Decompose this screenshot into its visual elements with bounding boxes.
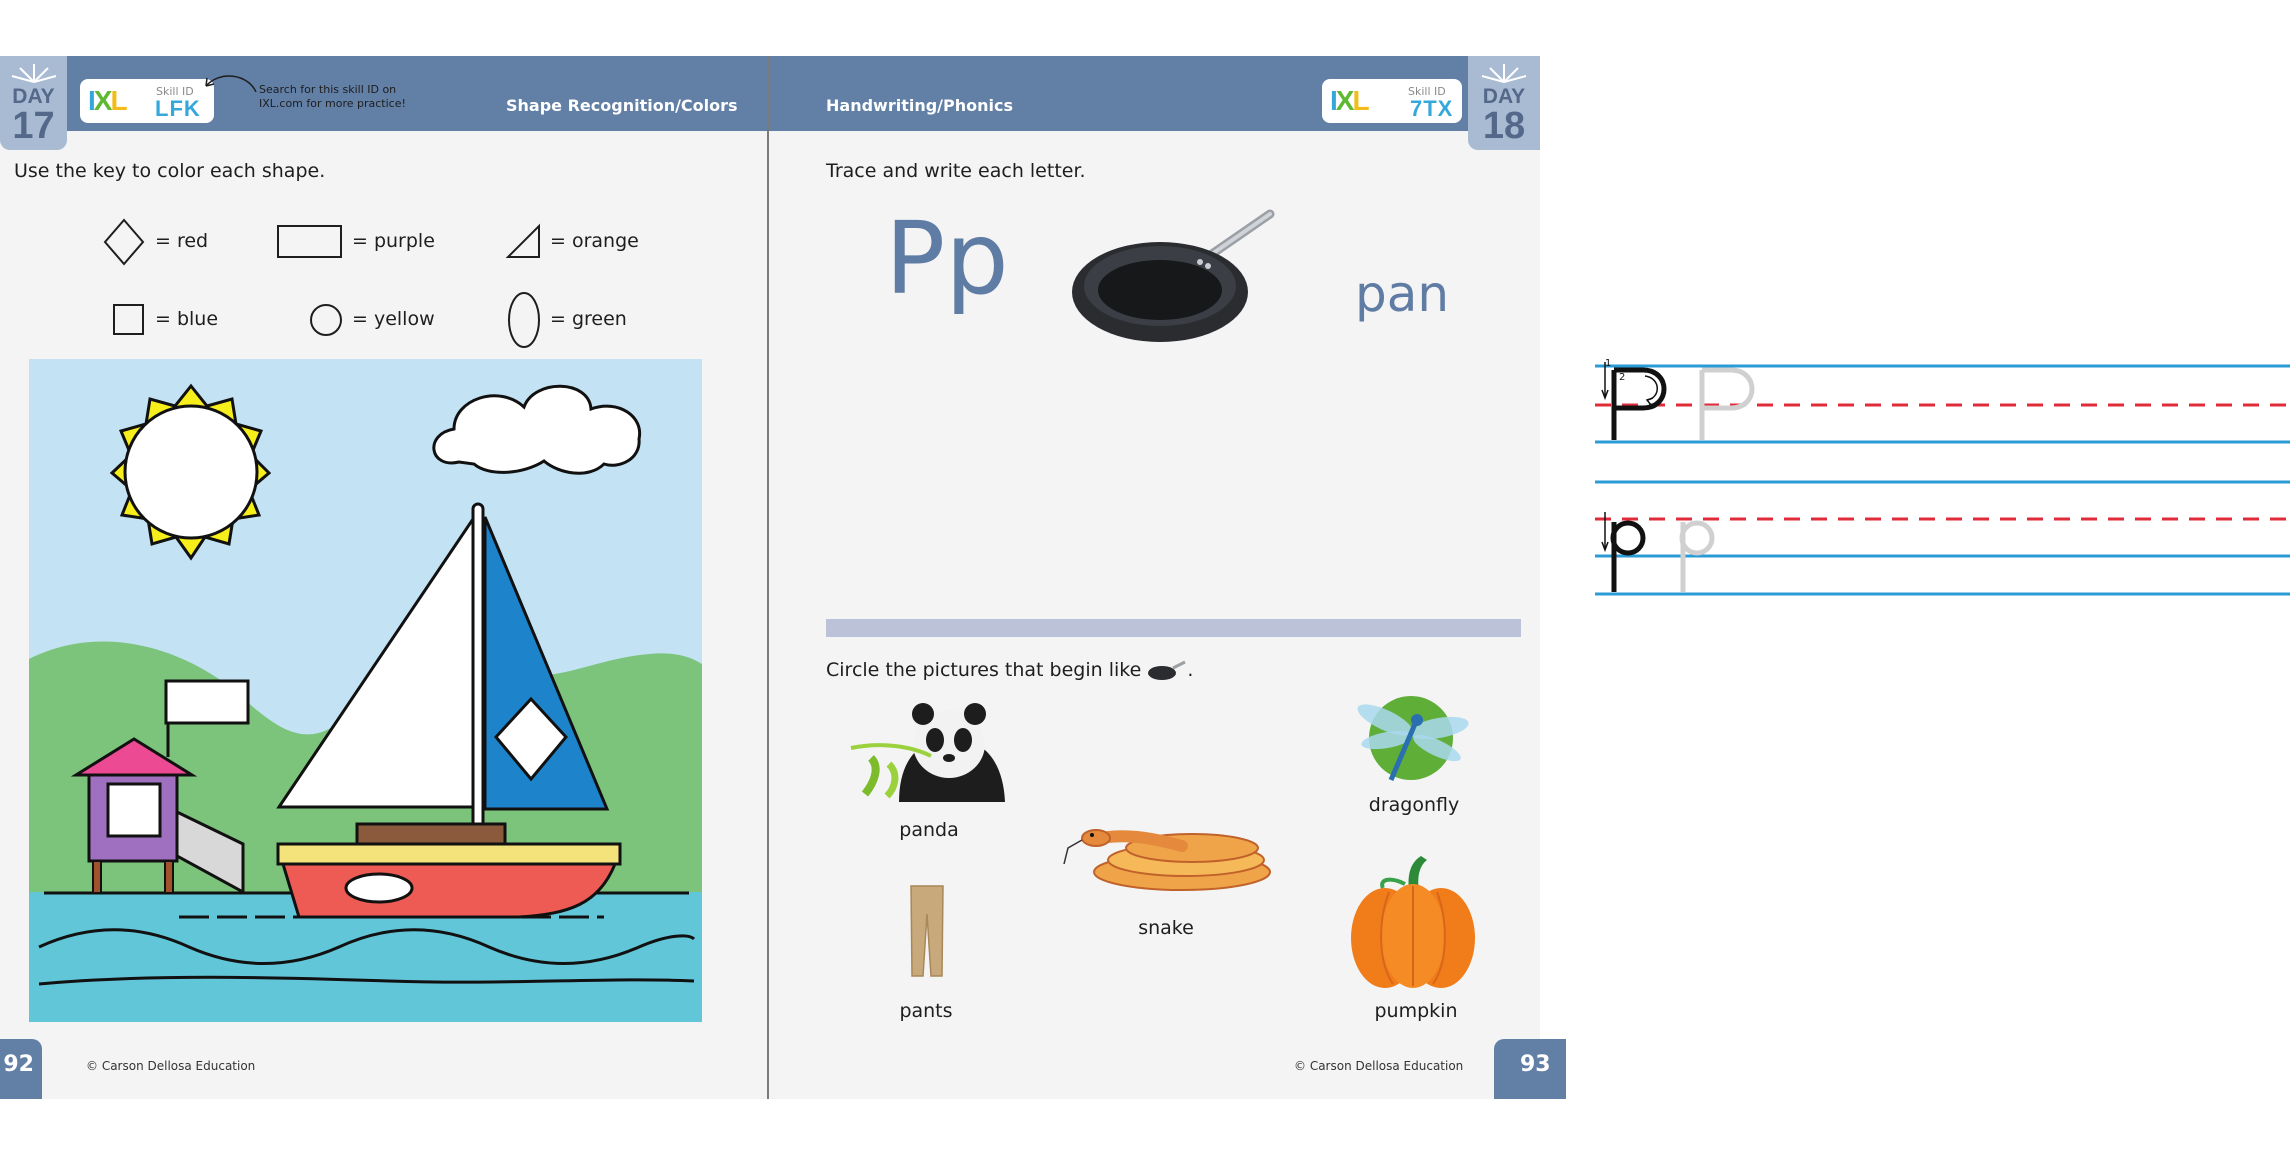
stroke-number-2: 2 [1619,372,1626,383]
sunburst-icon [1478,60,1530,84]
oval-icon [506,290,542,350]
day-tab-18 [1468,56,1540,150]
key-label-yellow: = yellow [352,308,435,330]
section-title-right: Handwriting/Phonics [826,96,1013,115]
copyright-right: © Carson Dellosa Education [1294,1059,1464,1073]
hint-line-1: Search for this skill ID on [259,83,397,96]
boat-deck [278,844,620,864]
porthole [346,874,412,902]
label-dragonfly: dragonfly [1368,794,1460,816]
sunburst-icon [8,60,60,84]
skill-id-code: LFK [155,96,201,121]
ixl-logo: IXL [88,85,126,116]
hint-line-2: IXL.com for more practice! [259,97,406,110]
hut-window [108,784,160,836]
pumpkin-icon[interactable] [1349,854,1477,990]
page-number-left: 92 [0,1039,42,1099]
rectangle-icon [276,224,344,260]
day-number: 17 [12,105,55,147]
circle-instruction-text: Circle the pictures that begin like [826,659,1142,681]
left-header-bar [0,56,768,131]
page-number-right: 93 [1494,1039,1566,1099]
word-pan: pan [1355,265,1450,323]
label-panda: panda [899,819,959,841]
right-page [769,56,1626,1099]
diamond-icon [103,218,145,266]
pan-icon [1072,206,1274,346]
key-label-orange: = orange [550,230,639,252]
small-pan-icon [1147,662,1187,680]
triangle-icon [506,224,542,260]
day-number: 18 [1482,105,1526,147]
ixl-search-hint [259,83,406,111]
panda-icon[interactable] [851,698,1007,804]
ixl-skill-badge-right[interactable] [1322,79,1462,123]
snake-icon[interactable] [1062,824,1274,896]
skill-id-label: Skill ID [1408,85,1446,98]
day-word: DAY [1482,85,1526,108]
uppercase-trace-lines [1595,356,2290,486]
label-pumpkin: pumpkin [1374,1000,1458,1022]
instruction-right: Trace and write each letter. [826,160,1086,182]
ixl-logo: IXL [1330,85,1368,116]
right-header-bar [769,56,1540,131]
key-label-blue: = blue [155,308,219,330]
flag [166,681,248,723]
sun-circle [125,406,257,538]
day-tab-17 [0,56,67,150]
section-title-left: Shape Recognition/Colors [506,96,738,115]
ixl-skill-badge-left[interactable] [80,79,214,123]
label-pants: pants [899,1000,953,1022]
circle-instruction-period: . [1187,659,1194,681]
label-snake: snake [1138,917,1194,939]
instruction-left: Use the key to color each shape. [14,160,326,182]
letter-pair: Pp [885,200,1009,317]
key-label-red: = red [155,230,209,252]
skill-id-code: 7TX [1410,96,1454,121]
left-page [0,56,768,1099]
curved-arrow-icon [200,72,260,96]
circle-icon [309,303,343,337]
key-label-green: = green [550,308,627,330]
circle-instruction [826,659,1193,681]
day-word: DAY [12,85,55,108]
pants-icon[interactable] [907,884,947,980]
square-icon [112,303,146,337]
lowercase-trace-lines [1595,510,2290,600]
copyright-left: © Carson Dellosa Education [86,1059,256,1073]
coloring-scene [29,359,702,1022]
skill-id-label: Skill ID [156,85,194,98]
key-label-purple: = purple [352,230,435,252]
mast [473,504,483,829]
dragonfly-icon[interactable] [1355,688,1467,788]
section-divider [826,619,1521,637]
stroke-number-1: 1 [1605,358,1612,369]
boat-hull [283,864,615,917]
